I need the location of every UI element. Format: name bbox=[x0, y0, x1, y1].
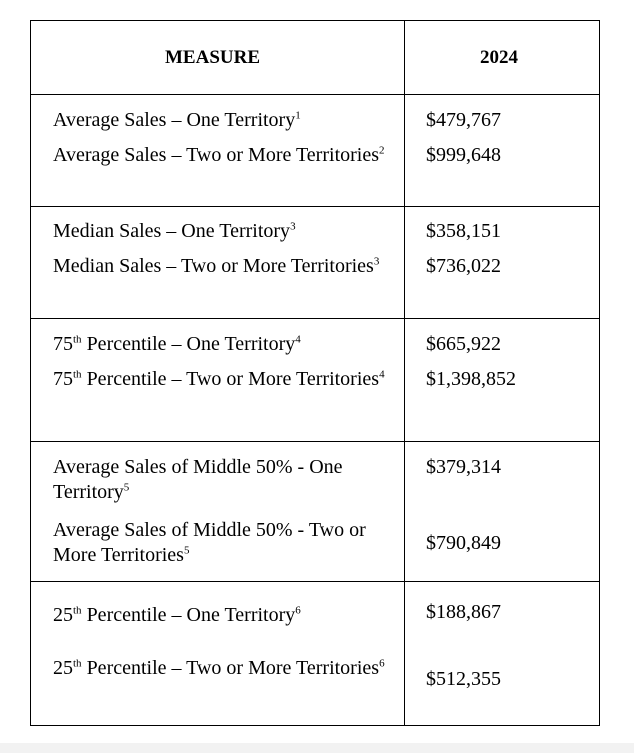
table-row-value: $790,849 bbox=[426, 532, 501, 554]
table-row-label: Average Sales – Two or More Territories$^2$ bbox=[53, 144, 385, 166]
table-row-label: 75th Percentile – One Territory$^4$ bbox=[53, 333, 301, 355]
table-row-label: Average Sales of Middle 50% - One Territory$^5$ bbox=[53, 456, 343, 503]
table-row-value: $665,922 bbox=[426, 333, 501, 355]
table-row-value: $479,767 bbox=[426, 109, 501, 131]
table-row-label: Median Sales – Two or More Territories$^3$ bbox=[53, 255, 380, 277]
table-row-label: Average Sales of Middle 50% - Two or More Territories$^5$ bbox=[53, 519, 366, 566]
row-divider bbox=[31, 206, 599, 207]
table-row-value: $736,022 bbox=[426, 255, 501, 277]
row-divider bbox=[31, 581, 599, 582]
table-row-value: $512,355 bbox=[426, 668, 501, 690]
row-divider bbox=[31, 318, 599, 319]
table-row-label: Median Sales – One Territory$^3$ bbox=[53, 220, 296, 242]
table-row-value: $358,151 bbox=[426, 220, 501, 242]
header-measure: MEASURE bbox=[165, 47, 261, 68]
table-row-label: 25th Percentile – Two or More Territories$^6$ bbox=[53, 657, 385, 679]
row-divider bbox=[31, 441, 599, 442]
table-row-label: 25th Percentile – One Territory$^6$ bbox=[53, 604, 301, 626]
row-divider bbox=[31, 94, 599, 95]
table-row-label: 75th Percentile – Two or More Territories$^4$ bbox=[53, 368, 385, 390]
table-row-label: Average Sales – One Territory$^1$ bbox=[53, 109, 301, 131]
table-row-value: $188,867 bbox=[426, 601, 501, 623]
header-year: 2024 bbox=[480, 47, 518, 68]
column-divider bbox=[404, 21, 405, 725]
page-bottom-strip bbox=[0, 743, 634, 753]
sales-table bbox=[30, 20, 600, 726]
table-row-value: $999,648 bbox=[426, 144, 501, 166]
table-row-value: $379,314 bbox=[426, 456, 501, 478]
table-row-value: $1,398,852 bbox=[426, 368, 516, 390]
